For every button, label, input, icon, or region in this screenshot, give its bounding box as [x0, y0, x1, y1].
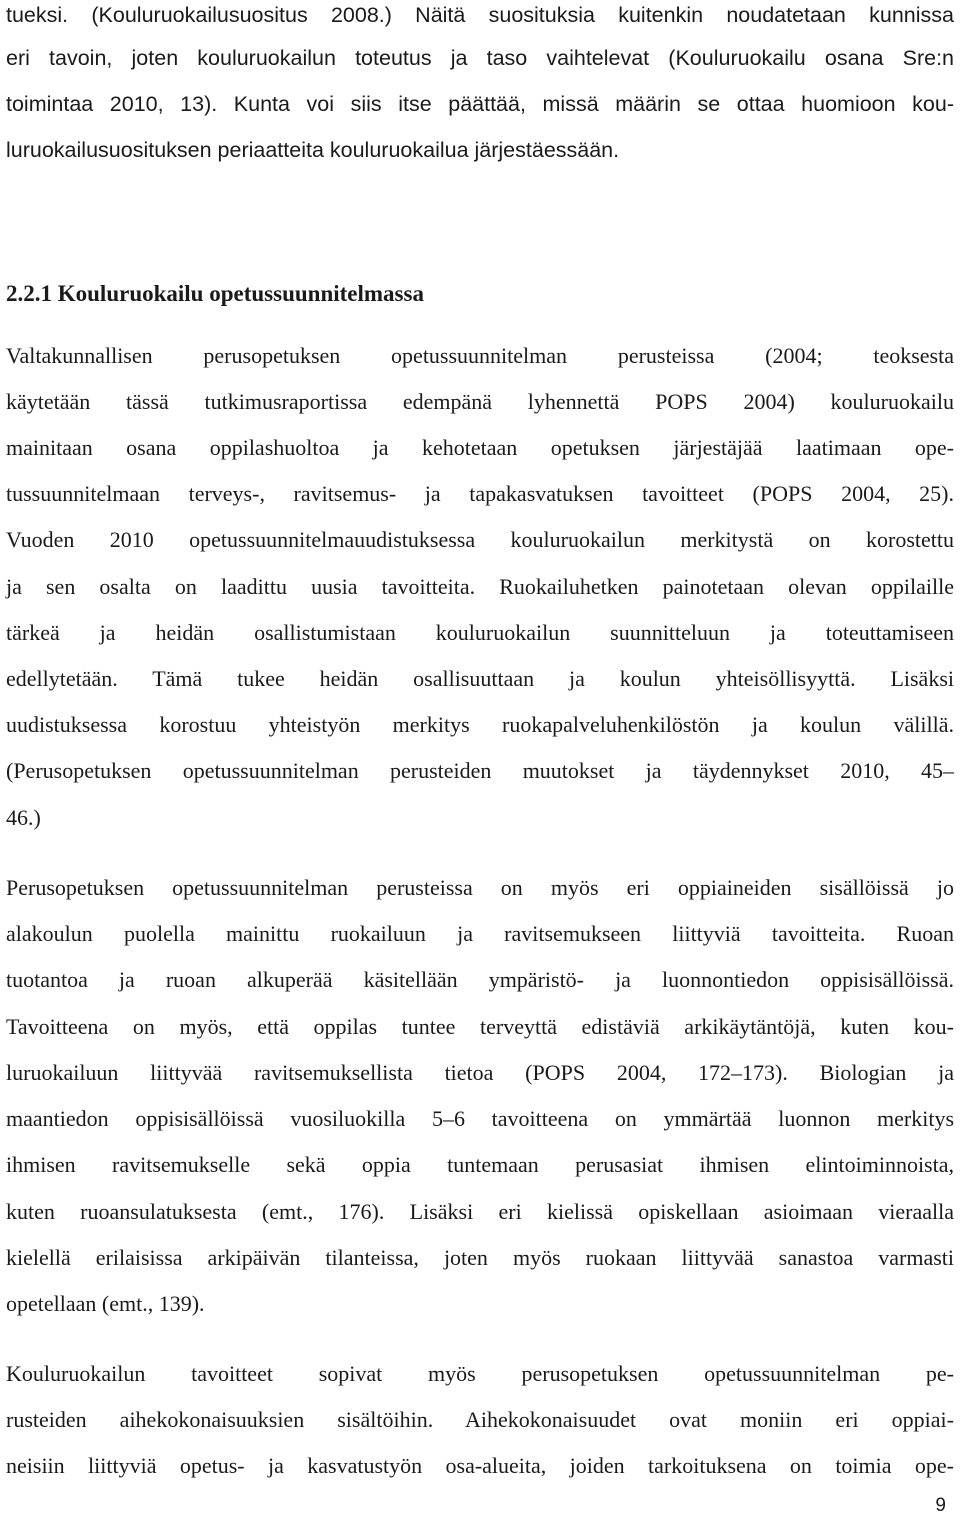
text-line: mainitaan osana oppilashuoltoa ja kehotetaan opetuksen järjestäjää laatimaan ope-: [6, 435, 954, 460]
text-line: opetellaan (emt., 139).: [6, 1291, 205, 1316]
page-number: 9: [935, 1495, 946, 1516]
text-line: Valtakunnallisen perusopetuksen opetussuunnitelman perusteissa (2004; teoksesta: [6, 343, 954, 368]
text-line: Perusopetuksen opetussuunnitelman perusteissa on myös eri oppiaineiden sisällöissä jo: [6, 875, 954, 900]
text-line: tuotantoa ja ruoan alkuperää käsitellään ympäristö- ja luonnontiedon oppisisällöissä.: [6, 967, 954, 992]
text-line: tussuunnitelmaan terveys-, ravitsemus- ja tapakasvatuksen tavoitteet (POPS 2004, 25).: [6, 481, 954, 506]
text-line: alakoulun puolella mainittu ruokailuun ja ravitsemukseen liittyviä tavoitteita. Ruoan: [6, 921, 954, 946]
text-line: toimintaa 2010, 13). Kunta voi siis itse päättää, missä määrin se ottaa huomioon kou-: [6, 92, 954, 116]
text-line: ihmisen ravitsemukselle sekä oppia tuntemaan perusasiat ihmisen elintoiminnoista,: [6, 1152, 954, 1177]
text-line: 46.): [6, 805, 41, 830]
text-line: uudistuksessa korostuu yhteistyön merkitys ruokapalveluhenkilöstön ja koulun välillä.: [6, 712, 954, 737]
section-heading: 2.2.1 Kouluruokailu opetussuunnitelmassa: [6, 281, 424, 306]
text-line: (Perusopetuksen opetussuunnitelman perusteiden muutokset ja täydennykset 2010, 45–: [6, 758, 954, 783]
text-line: neisiin liittyviä opetus- ja kasvatustyön osa-alueita, joiden tarkoituksena on toimia ope-: [6, 1453, 954, 1478]
text-line: käytetään tässä tutkimusraportissa edempänä lyhennettä POPS 2004) kouluruokailu: [6, 389, 954, 414]
text-line: Kouluruokailun tavoitteet sopivat myös perusopetuksen opetussuunnitelman pe-: [6, 1361, 954, 1386]
text-line: edellytetään. Tämä tukee heidän osallisuuttaan ja koulun yhteisöllisyyttä. Lisäksi: [6, 666, 954, 691]
text-line: tueksi. (Kouluruokailusuositus 2008.) Näitä suosituksia kuitenkin noudatetaan kunnissa: [6, 3, 954, 27]
text-line: eri tavoin, joten kouluruokailun toteutus ja taso vaihtelevat (Kouluruokailu osana Sre:n: [6, 46, 954, 70]
text-line: tärkeä ja heidän osallistumistaan kouluruokailun suunnitteluun ja toteuttamiseen: [6, 620, 954, 645]
text-line: kuten ruoansulatuksesta (emt., 176). Lisäksi eri kielissä opiskellaan asioimaan vieraalla: [6, 1199, 954, 1224]
text-line: maantiedon oppisisällöissä vuosiluokilla 5–6 tavoitteena on ymmärtää luonnon merkitys: [6, 1106, 954, 1131]
text-line: Vuoden 2010 opetussuunnitelmauudistuksessa kouluruokailun merkitystä on korostettu: [6, 527, 954, 552]
text-line: luruokailuun liittyvää ravitsemuksellista tietoa (POPS 2004, 172–173). Biologian ja: [6, 1060, 954, 1085]
text-line: rusteiden aihekokonaisuuksien sisältöihin. Aihekokonaisuudet ovat moniin eri oppiai-: [6, 1407, 954, 1432]
text-line: kielellä erilaisissa arkipäivän tilanteissa, joten myös ruokaan liittyvää sanastoa varmasti: [6, 1245, 954, 1270]
text-line: ja sen osalta on laadittu uusia tavoitteita. Ruokailuhetken painotetaan olevan oppilaille: [6, 574, 954, 599]
text-line: luruokailusuosituksen periaatteita kouluruokailua järjestäessään.: [6, 138, 620, 162]
text-line: Tavoitteena on myös, että oppilas tuntee terveyttä edistäviä arkikäytäntöjä, kuten kou-: [6, 1014, 954, 1039]
